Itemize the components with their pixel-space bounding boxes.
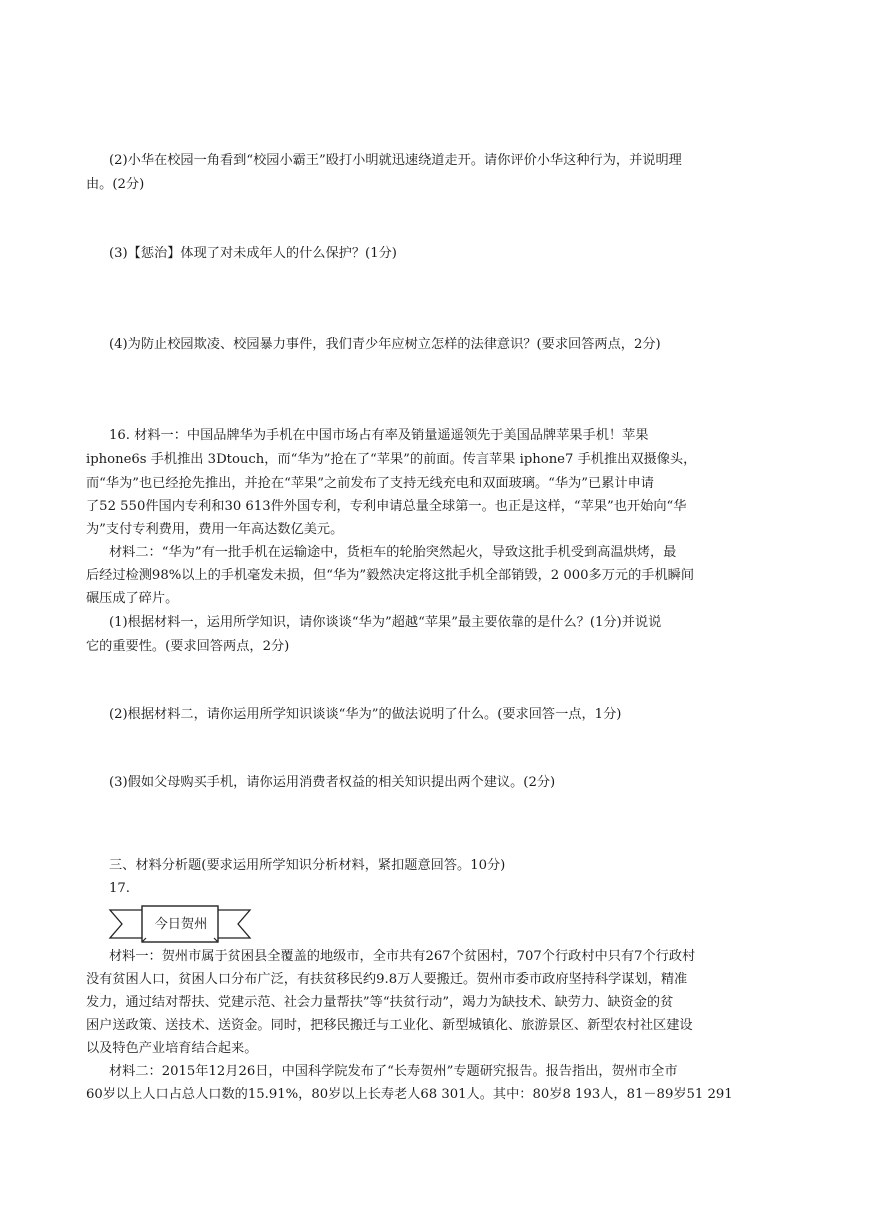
- ribbon-banner: [108, 904, 252, 944]
- q16-material2-line2: 后经过检测98%以上的手机毫发未损，但“华为”毅然决定将这批手机全部销毁，2 000多万元的手机瞬间: [86, 568, 695, 583]
- q16-material2-line3: 碾压成了碎片。: [86, 591, 179, 606]
- q16-part2: (2)根据材料二，请你运用所学知识谈谈“华为”的做法说明了什么。(要求回答一点，1分): [109, 707, 622, 722]
- q15-part2-line2: 由。(2分): [86, 177, 145, 192]
- q15-part2-line1: (2)小华在校园一角看到“校园小霸王”殴打小明就迅速绕道走开。请你评价小华这种行为，并说明理: [109, 153, 682, 168]
- section-heading: 三、材料分析题(要求运用所学知识分析材料，紧扣题意回答。10分): [109, 858, 506, 873]
- q17-material1-line2: 没有贫困人口，贫困人口分布广泛，有扶贫移民约9.8万人要搬迁。贺州市委市政府坚持科学谋划，精准: [86, 972, 688, 987]
- q17-material1-line5: 以及特色产业培育结合起来。: [86, 1041, 258, 1056]
- q15-part4: (4)为防止校园欺凌、校园暴力事件，我们青少年应树立怎样的法律意识？(要求回答两点，2分): [109, 337, 661, 352]
- q15-part3: (3)【惩治】体现了对未成年人的什么保护？(1分): [109, 246, 397, 261]
- q16-part1-line2: 它的重要性。(要求回答两点，2分): [86, 639, 290, 654]
- q17-material2-line1: 材料二：2015年12月26日，中国科学院发布了“长寿贺州”专题研究报告。报告指出，贺州市全市: [109, 1064, 678, 1079]
- q16-part1-line1: (1)根据材料一，运用所学知识，请你谈谈“华为”超越“苹果”最主要依靠的是什么？(1分)并说说: [109, 615, 662, 630]
- banner-label: 今日贺州: [154, 917, 208, 932]
- q17-material1-line1: 材料一：贺州市属于贫困县全覆盖的地级市，全市共有267个贫困村，707个行政村中只有7个行政村: [109, 949, 696, 964]
- q16-material1-line3: 而“华为”也已经抢先推出，并抢在“苹果”之前发布了支持无线充电和双面玻璃。“华为”已累计申请: [86, 476, 654, 491]
- q16-part3: (3)假如父母购买手机，请你运用消费者权益的相关知识提出两个建议。(2分): [109, 775, 556, 790]
- q17-material2-line2: 60岁以上人口占总人口数的15.91%，80岁以上长寿老人68 301人。其中：80岁8 193人，81－89岁51 291: [86, 1087, 733, 1102]
- q16-material1-line4: 了52 550件国内专利和30 613件外国专利，专利申请总量全球第一。也正是这样，“苹果”也开始向“华: [86, 499, 687, 514]
- q16-material1-line5: 为”支付专利费用，费用一年高达数亿美元。: [86, 522, 344, 537]
- q16-material1-line1: 16. 材料一：中国品牌华为手机在中国市场占有率及销量遥遥领先于美国品牌苹果手机！苹果: [109, 428, 649, 443]
- q17-material1-line3: 发力，通过结对帮扶、党建示范、社会力量帮扶”等“扶贫行动”，竭力为缺技术、缺劳力、缺资金的贫: [86, 995, 674, 1010]
- q17-material1-line4: 困户送政策、送技术、送资金。同时，把移民搬迁与工业化、新型城镇化、旅游景区、新型农村社区建设: [86, 1018, 693, 1033]
- q16-material1-line2: iphone6s 手机推出 3Dtouch，而“华为”抢在了“苹果”的前面。传言苹果 iphone7 手机推出双摄像头，: [86, 452, 697, 467]
- q16-material2-line1: 材料二：“华为”有一批手机在运输途中，货柜车的轮胎突然起火，导致这批手机受到高温烘烤，最: [109, 545, 677, 560]
- question-number-17: 17.: [109, 881, 130, 896]
